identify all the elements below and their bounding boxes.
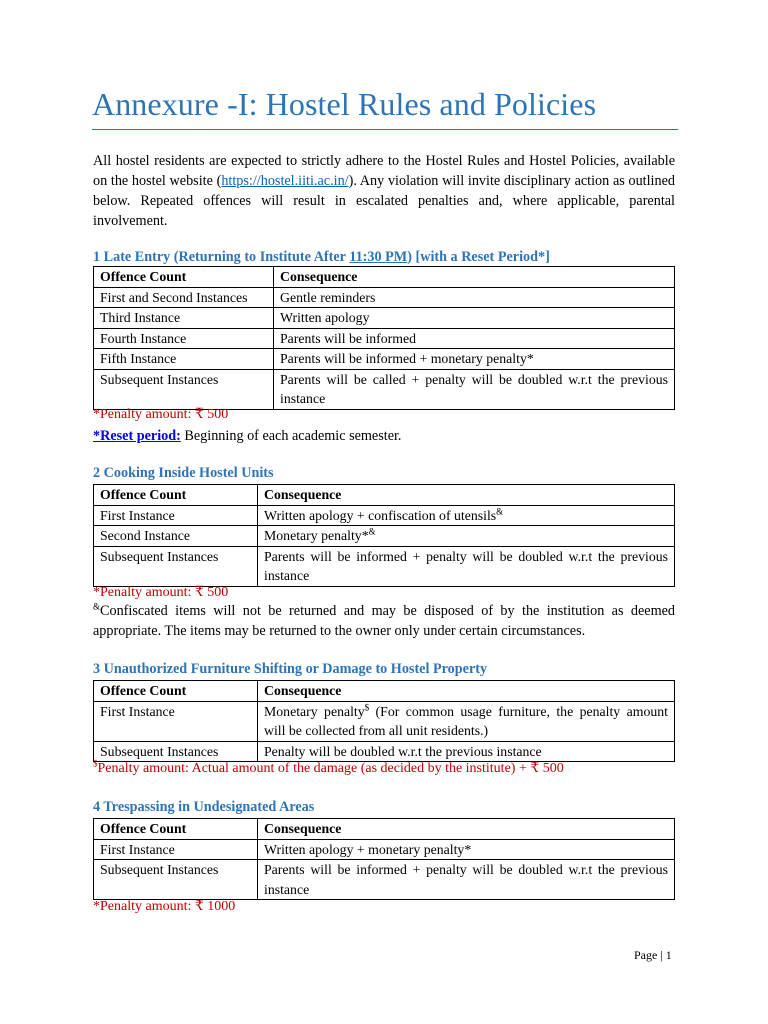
page-number: Page | 1	[634, 948, 672, 962]
consequence-cell: Parents will be informed + monetary penalty*	[274, 349, 675, 370]
confiscation-footnote-text: Confiscated items will not be returned and may be disposed of by the institution as deemed appropriate. The items may be returned to the owner only under certain circumstances.	[93, 603, 675, 639]
table-row	[94, 287, 675, 308]
dollar-mark: $	[93, 758, 98, 769]
consequence-header: Consequence	[258, 819, 675, 840]
table-row	[94, 701, 675, 741]
offence-cell: Subsequent Instances	[94, 369, 274, 409]
offence-cell: First and Second Instances	[94, 287, 274, 308]
furniture-table	[93, 680, 675, 762]
table-row	[94, 505, 675, 526]
ampersand-mark: &	[368, 526, 376, 537]
table-row	[94, 839, 675, 860]
table-row	[94, 328, 675, 349]
section-1-title-end: ) [with a Reset Period*]	[407, 249, 550, 265]
offence-cell: Subsequent Instances	[94, 741, 258, 762]
dollar-mark: $	[364, 701, 370, 712]
reset-period-text: Beginning of each academic semester.	[180, 428, 402, 444]
late-entry-penalty-note: *Penalty amount: ₹ 500	[93, 407, 229, 422]
intro-paragraph	[93, 151, 675, 231]
consequence-cell: Gentle reminders	[274, 287, 675, 308]
section-4-title: 4 Trespassing in Undesignated Areas	[93, 799, 315, 815]
trespassing-penalty-note: *Penalty amount: ₹ 1000	[93, 899, 236, 914]
page-title: Annexure -I: Hostel Rules and Policies	[92, 86, 597, 122]
consequence-header: Consequence	[258, 485, 675, 506]
section-2-title: 2 Cooking Inside Hostel Units	[93, 465, 274, 481]
reset-period-label: *Reset period:	[93, 428, 181, 444]
ampersand-mark: &	[496, 505, 504, 516]
reset-period-note	[93, 426, 675, 446]
hostel-website-link[interactable]: https://hostel.iiti.ac.in/	[221, 173, 349, 189]
consequence-cell	[258, 526, 675, 547]
consequence-cell: Penalty will be doubled w.r.t the previous instance	[258, 741, 675, 762]
consequence-cell	[258, 701, 675, 741]
furniture-penalty-note	[93, 760, 564, 778]
consequence-text-detail: (For common usage furniture, the penalty amount will be collected from all unit residents.)	[264, 703, 668, 738]
consequence-text: Monetary penalty*	[264, 528, 369, 543]
intro-text-start: All hostel residents are expected to strictly adhere to the Hostel Rules and Hostel Policies, available on the hostel website (	[93, 153, 675, 189]
offence-cell: First Instance	[94, 505, 258, 526]
consequence-cell: Parents will be informed	[274, 328, 675, 349]
consequence-text: Written apology + confiscation of utensils	[264, 507, 497, 523]
table-header-row	[94, 681, 675, 702]
offence-cell: First Instance	[94, 701, 258, 741]
table-row	[94, 308, 675, 329]
ampersand-mark: &	[93, 601, 101, 612]
table-header-row	[94, 819, 675, 840]
offence-count-header: Offence Count	[94, 485, 258, 506]
offence-cell: Fourth Instance	[94, 328, 274, 349]
offence-cell: Subsequent Instances	[94, 860, 258, 900]
consequence-cell: Parents will be informed + penalty will be doubled w.r.t the previous instance	[258, 860, 675, 900]
table-header-row	[94, 485, 675, 506]
offence-cell: Third Instance	[94, 308, 274, 329]
confiscation-footnote	[93, 601, 675, 641]
section-1-title	[93, 248, 550, 266]
offence-cell: First Instance	[94, 839, 258, 860]
consequence-text: Monetary penalty	[264, 703, 365, 719]
consequence-cell: Parents will be called + penalty will be doubled w.r.t the previous instance	[274, 369, 675, 409]
table-header-row	[94, 267, 675, 288]
table-row	[94, 741, 675, 762]
section-3-title: 3 Unauthorized Furniture Shifting or Damage to Hostel Property	[93, 661, 488, 677]
consequence-cell: Written apology + monetary penalty*	[258, 839, 675, 860]
cooking-penalty-note: *Penalty amount: ₹ 500	[93, 585, 229, 600]
table-row	[94, 369, 675, 409]
offence-cell: Subsequent Instances	[94, 546, 258, 586]
offence-count-header: Offence Count	[94, 819, 258, 840]
table-row	[94, 860, 675, 900]
consequence-cell: Parents will be informed + penalty will be doubled w.r.t the previous instance	[258, 546, 675, 586]
consequence-header: Consequence	[258, 681, 675, 702]
offence-count-header: Offence Count	[94, 681, 258, 702]
section-1-title-start: 1 Late Entry (Returning to Institute After	[93, 249, 350, 265]
title-underline-rule	[92, 129, 678, 130]
consequence-header: Consequence	[274, 267, 675, 288]
cooking-table	[93, 484, 675, 587]
table-row	[94, 546, 675, 586]
consequence-cell	[258, 505, 675, 526]
late-entry-table	[93, 266, 675, 410]
table-row	[94, 526, 675, 547]
table-row	[94, 349, 675, 370]
offence-cell: Second Instance	[94, 526, 258, 547]
offence-count-header: Offence Count	[94, 267, 274, 288]
trespassing-table	[93, 818, 675, 900]
offence-cell: Fifth Instance	[94, 349, 274, 370]
intro-text-end: ). Any violation will invite disciplinary action as outlined below. Repeated offences will result in escalated penalties and, where applicable, parental involvement.	[93, 173, 675, 229]
section-1-time: 11:30 PM	[349, 249, 408, 265]
consequence-cell: Written apology	[274, 308, 675, 329]
furniture-penalty-text: Penalty amount: Actual amount of the damage (as decided by the institute) + ₹ 500	[97, 761, 564, 776]
